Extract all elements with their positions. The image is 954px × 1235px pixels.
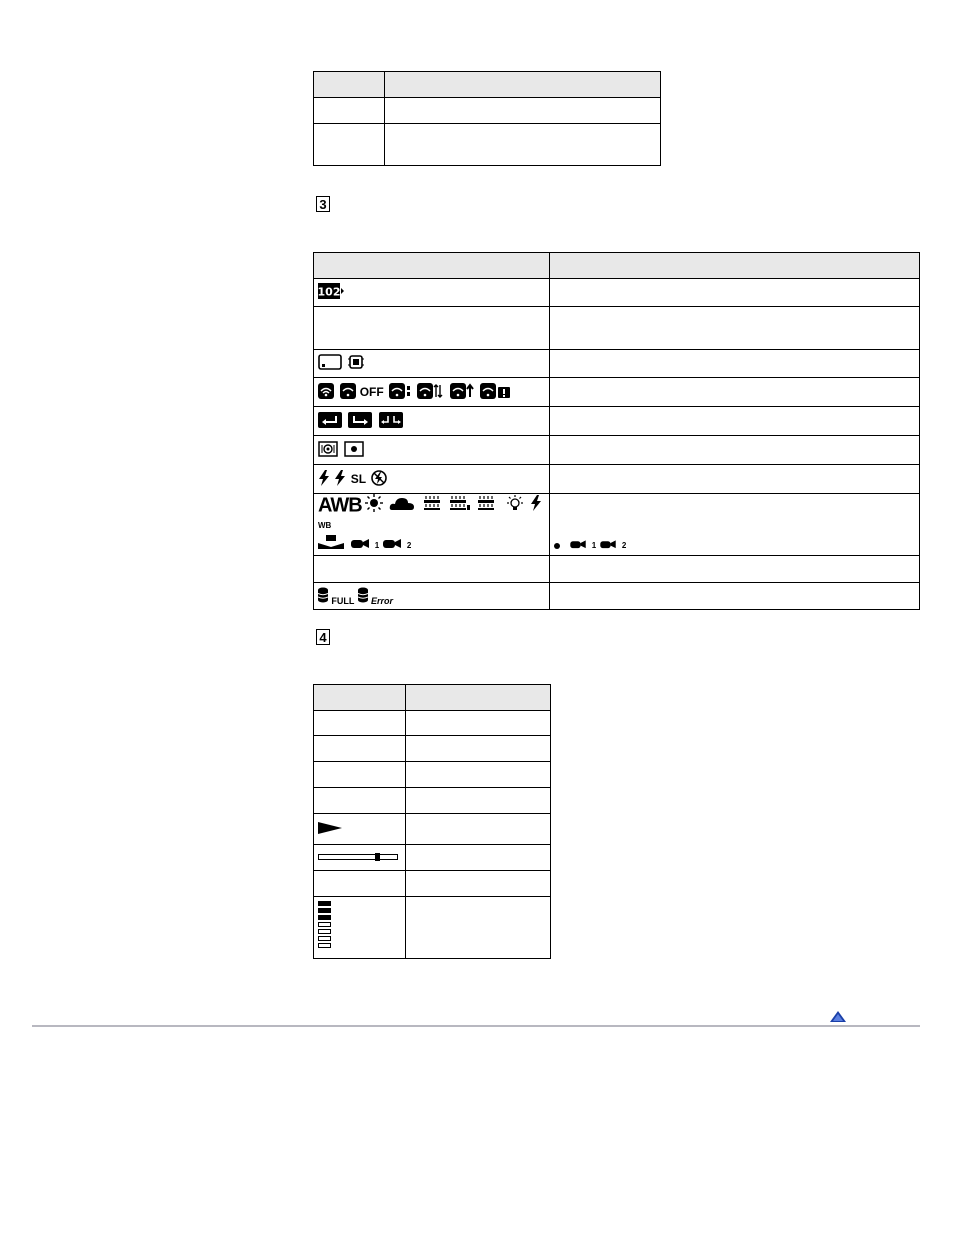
table-cell — [314, 788, 406, 814]
table-cell — [314, 871, 406, 897]
table-cell — [406, 814, 551, 845]
wifi-transfer-icon — [417, 383, 443, 402]
table-cell — [314, 124, 385, 166]
database-error-icon — [358, 587, 368, 606]
table-cell — [406, 736, 551, 762]
header-cell — [385, 72, 661, 98]
table-cell — [550, 436, 920, 465]
section-number-3 — [316, 196, 330, 212]
table-cell — [406, 788, 551, 814]
table-cell — [314, 711, 406, 736]
table-cell — [550, 407, 920, 436]
flash-icon — [318, 470, 330, 489]
flash-slow-sync-label: SL — [350, 472, 367, 486]
custom-wb-1-icon — [569, 537, 587, 552]
table-cell — [314, 736, 406, 762]
incandescent-icon — [505, 495, 525, 516]
database-full-icon — [318, 587, 328, 606]
wifi-icon — [318, 383, 334, 402]
table-row — [314, 871, 551, 897]
back-to-top-link[interactable] — [830, 1010, 846, 1022]
table-cell — [385, 98, 661, 124]
return-icon — [318, 412, 342, 431]
flash-off-icon — [371, 470, 387, 489]
table-cell — [314, 350, 550, 378]
table-cell — [550, 378, 920, 407]
table-header-row — [314, 253, 920, 279]
table-row — [314, 98, 661, 124]
table-continuation — [313, 71, 661, 166]
table-row — [314, 845, 551, 871]
cloudy-icon — [389, 495, 415, 516]
custom-wb-2-label: 2 — [621, 540, 627, 550]
table-row — [314, 124, 661, 166]
flash-white-balance-label: WB — [318, 521, 332, 530]
table-header-row — [314, 72, 661, 98]
header-cell — [550, 253, 920, 279]
bullet-icon — [554, 538, 560, 552]
memory-card-icon — [318, 354, 342, 373]
table-cell — [314, 307, 550, 350]
header-cell — [314, 685, 406, 711]
table-row — [314, 556, 920, 583]
table-cell — [406, 711, 551, 736]
table-row — [314, 436, 920, 465]
table-cell — [314, 897, 406, 959]
white-balance-row-1 — [318, 494, 545, 535]
volume-level-icon — [318, 901, 332, 952]
daylight-icon — [365, 494, 383, 517]
auto-white-balance-label: AWB — [318, 494, 362, 517]
table-cell — [314, 556, 550, 583]
flash-white-balance-icon — [531, 495, 541, 516]
custom-wb-2-icon — [382, 535, 402, 554]
wifi-upload-icon — [450, 383, 474, 402]
custom-wb-2-label: 2 — [406, 541, 412, 550]
custom-wb-1-label: 1 — [591, 540, 597, 550]
table-cell — [314, 378, 550, 407]
table-cell — [314, 583, 550, 610]
header-cell — [314, 72, 385, 98]
section-number-label: 3 — [319, 197, 327, 212]
table-row — [314, 350, 920, 378]
table-row — [314, 711, 551, 736]
table-row — [314, 307, 920, 350]
section-number-4 — [316, 629, 330, 645]
play-icon — [318, 822, 342, 837]
section-number-label: 4 — [319, 630, 327, 645]
table-cell — [550, 494, 920, 556]
internal-memory-icon — [348, 354, 364, 373]
return-forward-icon — [379, 412, 403, 431]
table-cell — [550, 307, 920, 350]
folder-icon — [318, 283, 344, 302]
table-row — [314, 494, 920, 556]
one-push-white-balance-icon — [318, 535, 344, 554]
table-cell — [314, 436, 550, 465]
table-row — [314, 897, 551, 959]
custom-wb-1-icon — [350, 535, 370, 554]
wifi-off-label: OFF — [359, 385, 384, 399]
fluorescent-3-icon — [476, 495, 498, 516]
table-cell — [550, 556, 920, 583]
table-row — [314, 465, 920, 494]
table-cell — [314, 279, 550, 307]
footer-divider — [32, 1025, 920, 1027]
table-cell — [406, 871, 551, 897]
table-cell — [314, 494, 550, 556]
table-row — [314, 762, 551, 788]
table-cell — [314, 407, 550, 436]
custom-wb-1-label: 1 — [374, 541, 380, 550]
table-cell — [314, 814, 406, 845]
table-cell — [550, 350, 920, 378]
table-cell — [314, 465, 550, 494]
flash-slow-sync-icon — [334, 470, 346, 489]
table-row — [314, 583, 920, 610]
table-cell — [314, 98, 385, 124]
folder-icon-label: 102 — [318, 285, 341, 299]
table-cell — [550, 465, 920, 494]
table-cell — [406, 897, 551, 959]
wifi-connected-icon — [389, 383, 411, 402]
table-cell — [406, 845, 551, 871]
table-section-4 — [313, 684, 551, 959]
table-cell — [314, 845, 406, 871]
metering-multi-icon — [318, 441, 338, 460]
wifi-error-icon — [480, 383, 510, 402]
white-balance-row-2 — [318, 535, 545, 555]
table-cell — [550, 583, 920, 610]
table-row — [314, 736, 551, 762]
database-full-label: FULL — [331, 595, 355, 606]
table-cell — [314, 762, 406, 788]
table-row — [314, 788, 551, 814]
playback-position-bar-icon — [318, 851, 398, 865]
forward-icon — [348, 412, 372, 431]
table-cell — [385, 124, 661, 166]
fluorescent-2-icon — [448, 495, 470, 516]
database-error-label: Error — [371, 595, 394, 606]
header-cell — [314, 253, 550, 279]
header-cell — [406, 685, 551, 711]
table-row — [314, 814, 551, 845]
table-row — [314, 279, 920, 307]
table-cell — [406, 762, 551, 788]
table-header-row — [314, 685, 551, 711]
wifi-off-icon — [340, 383, 356, 402]
table-row — [314, 407, 920, 436]
table-row — [314, 378, 920, 407]
custom-wb-2-icon — [599, 537, 617, 552]
fluorescent-1-icon — [422, 495, 442, 516]
table-cell — [550, 279, 920, 307]
metering-spot-icon — [344, 441, 364, 460]
table-section-3 — [313, 252, 920, 610]
